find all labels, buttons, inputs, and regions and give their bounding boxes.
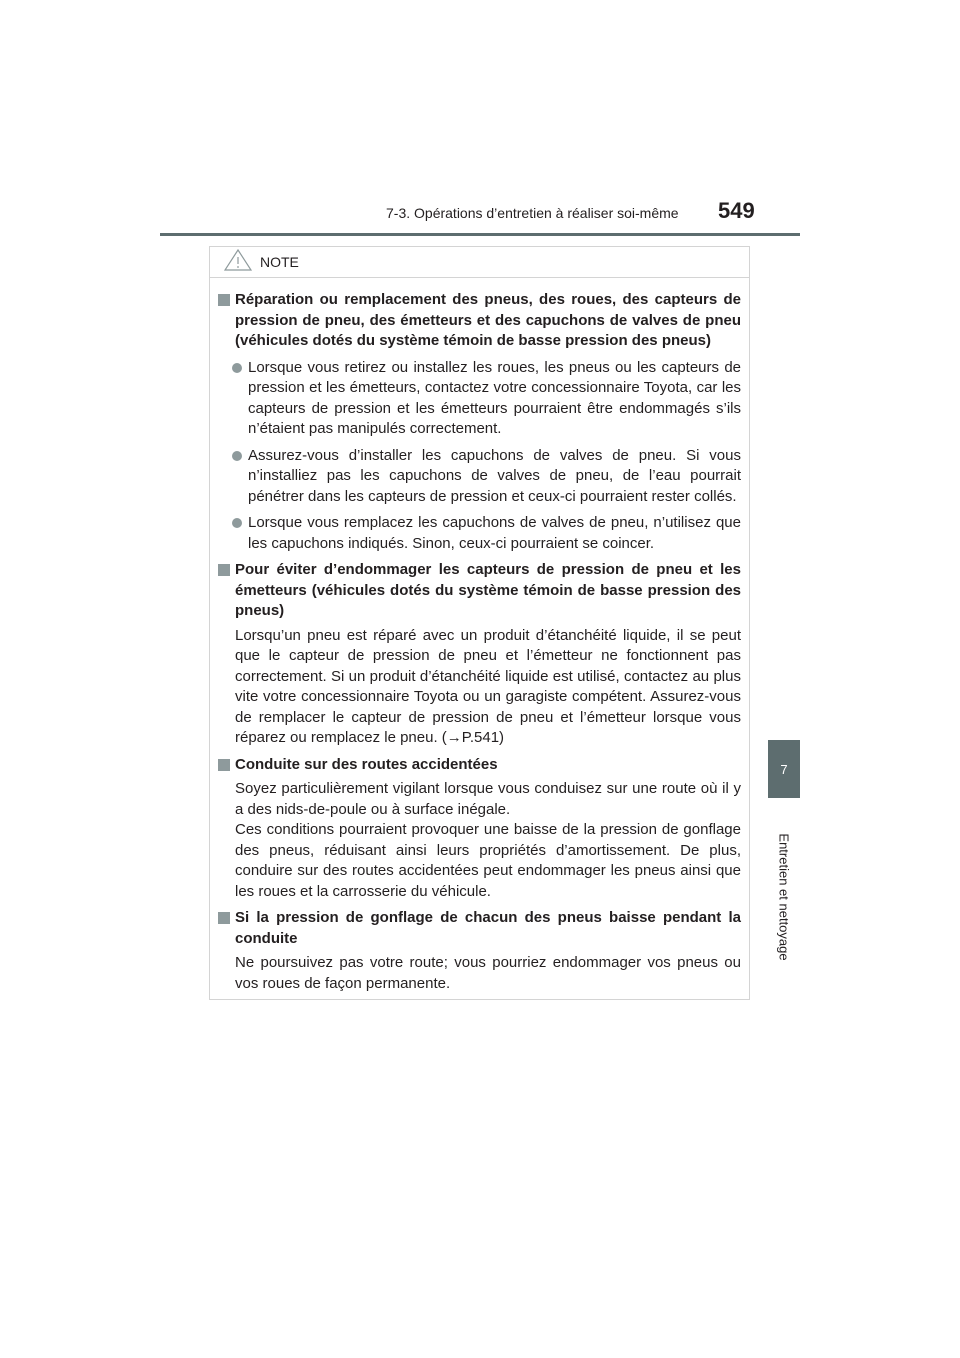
round-bullet-icon [232, 451, 242, 461]
list-item [218, 513, 741, 554]
note-box [209, 246, 750, 1000]
section-paragraph: Ne poursuivez pas votre route; vous pourriez endommager vos pneus ou vos roues de façon permanente. [235, 954, 741, 992]
square-bullet-icon [218, 759, 230, 771]
warning-triangle-icon [224, 249, 252, 276]
list-item-text: Lorsque vous retirez ou installez les roues, les pneus ou les capteurs de pression et les émetteurs, contactez votre concessionnaire Toyota, car les capteurs de pression et les émetteurs pourraient être endommagés s’ils n’étaient pas manipulés correctement. [248, 358, 741, 437]
section-paragraph [218, 779, 741, 902]
list-item [218, 446, 741, 508]
chapter-title-box [768, 802, 800, 992]
note-section [218, 560, 741, 749]
paragraph-line: Soyez particulièrement vigilant lorsque vous conduisez sur une route où il y a des nids-de-poule ou à surface inégale. [235, 780, 741, 818]
section-paragraph: Lorsqu’un pneu est réparé avec un produit d’étanchéité liquide, il se peut que le capteur de pression de pneu et l’émetteur ne fonctionnent pas correctement. Si un produit d’étanchéité liquide est utilisé, contactez au plus vite votre concessionnaire Toyota ou un garagiste compétent. Assurez-vous de remplacer le capteur de pression de pneu et l’émetteur lorsque vous réparez ou remplacez le pneu. (→P.541) [235, 626, 741, 746]
round-bullet-icon [232, 363, 242, 373]
paragraph-line: Ces conditions pourraient provoquer une baisse de la pression de gonflage des pneus, réduisant ainsi leurs propriétés d’amortissement. De plus, conduire sur des routes accidentées peut endommager les pneus ainsi que les roues et la carrosserie du véhicule. [235, 821, 741, 900]
note-section [218, 290, 741, 554]
square-bullet-icon [218, 564, 230, 576]
list-item-text: Lorsque vous remplacez les capuchons de valves de pneu, n’utilisez que les capuchons indiqués. Sinon, ceux-ci pourraient se coincer. [248, 514, 741, 552]
square-bullet-icon [218, 294, 230, 306]
page-number: 549 [718, 198, 755, 223]
chapter-number: 7 [768, 740, 800, 798]
note-header [210, 247, 749, 278]
round-bullet-icon [232, 518, 242, 528]
list-item-text: Assurez-vous d’installer les capuchons de valves de pneu. Si vous n’installiez pas les capuchons de valves de pneu, de l’eau pourrait pénétrer dans les capteurs de pression et ceux-ci pourraient rester collés. [248, 446, 741, 505]
section-title: Conduite sur des routes accidentées [235, 755, 498, 773]
chapter-tab [768, 740, 800, 992]
header-section-title: 7-3. Opérations d’entretien à réaliser soi-même [386, 205, 679, 221]
section-title: Réparation ou remplacement des pneus, des roues, des capteurs de pression de pneu, des émetteurs et des capuchons de valves de pneu (véhicules dotés du système témoin de basse pression des pneus) [235, 291, 741, 349]
square-bullet-icon [218, 912, 230, 924]
section-title: Pour éviter d’endommager les capteurs de pression de pneu et les émetteurs (véhicules dotés du système témoin de basse pression des pneus) [235, 561, 741, 619]
chapter-title: Entretien et nettoyage [776, 833, 792, 961]
list-item [218, 358, 741, 440]
section-title: Si la pression de gonflage de chacun des pneus baisse pendant la conduite [235, 909, 741, 947]
note-section [218, 755, 741, 903]
note-section [218, 908, 741, 994]
header-divider [160, 233, 800, 236]
note-body [210, 278, 749, 994]
note-title: NOTE [260, 254, 299, 270]
